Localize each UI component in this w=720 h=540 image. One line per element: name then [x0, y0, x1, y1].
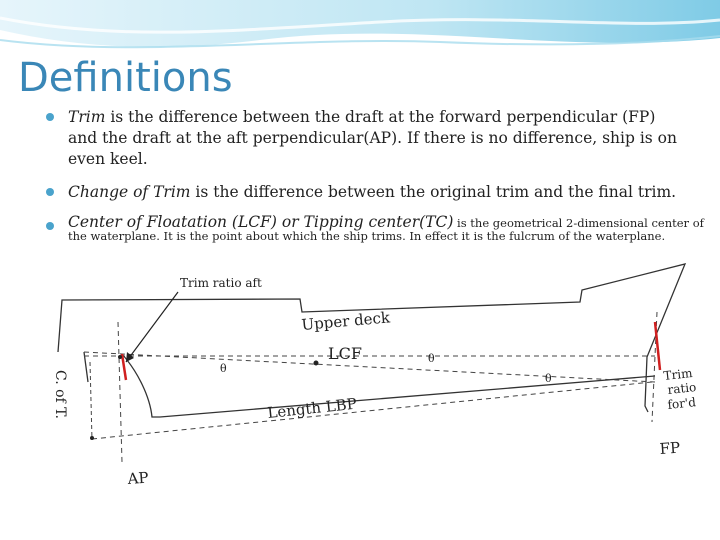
hull-outline	[58, 264, 685, 412]
label-trim-ratio-ford-3: for'd	[666, 395, 697, 412]
definition-change-of-trim	[68, 182, 698, 203]
trim-diagram	[0, 262, 720, 540]
label-theta-keel: θ	[545, 372, 552, 385]
cof-t-vertical	[90, 362, 92, 440]
label-cof-t: C. of T.	[52, 370, 68, 419]
slide-title: Definitions	[18, 55, 233, 101]
bullet-dot	[46, 113, 54, 121]
lbp-baseline	[92, 382, 652, 439]
label-ap: AP	[127, 468, 150, 488]
trimmed-waterline	[84, 352, 655, 382]
trim-ratio-aft-pointer	[126, 292, 178, 362]
bullet-dot	[46, 222, 54, 230]
label-trim-ratio-ford-1: Trim	[662, 366, 694, 383]
term-center-of-floatation: Center of Floatation (LCF) or Tipping center(TC)	[68, 213, 454, 231]
definition-trim	[68, 107, 688, 170]
aft-perpendicular	[118, 322, 122, 462]
label-length-lbp: Length LBP	[266, 394, 358, 422]
definition-center-of-floatation-text: is the geometrical 2-dimensional center of the waterplane. It is the point about which the ship trims. In effect it is the fulcrum of the waterplane.	[68, 216, 704, 243]
label-fp: FP	[659, 438, 681, 458]
label-theta-mid: θ	[428, 352, 435, 365]
keel-point	[90, 436, 94, 440]
label-upper-deck: Upper deck	[300, 308, 391, 334]
term-trim: Trim	[68, 108, 106, 126]
label-theta-lcf: θ	[220, 362, 227, 375]
trim-marker-forward	[655, 322, 660, 370]
label-lcf: LCF	[328, 344, 362, 363]
aft-draft-point	[118, 355, 122, 359]
lcf-point	[314, 361, 319, 366]
definition-trim-text: is the difference between the draft at the forward perpendicular (FP) and the draft at the aft perpendicular(AP). If there is no difference, ship is on even keel.	[68, 108, 677, 168]
label-trim-ratio-ford-2: ratio	[666, 380, 697, 397]
bullet-dot	[46, 188, 54, 196]
definition-change-of-trim-text: is the difference between the original trim and the final trim.	[190, 183, 677, 201]
keel-line	[160, 376, 655, 417]
label-trim-ratio-aft: Trim ratio aft	[180, 276, 262, 290]
term-change-of-trim: Change of Trim	[68, 183, 191, 201]
definition-center-of-floatation	[68, 213, 708, 243]
